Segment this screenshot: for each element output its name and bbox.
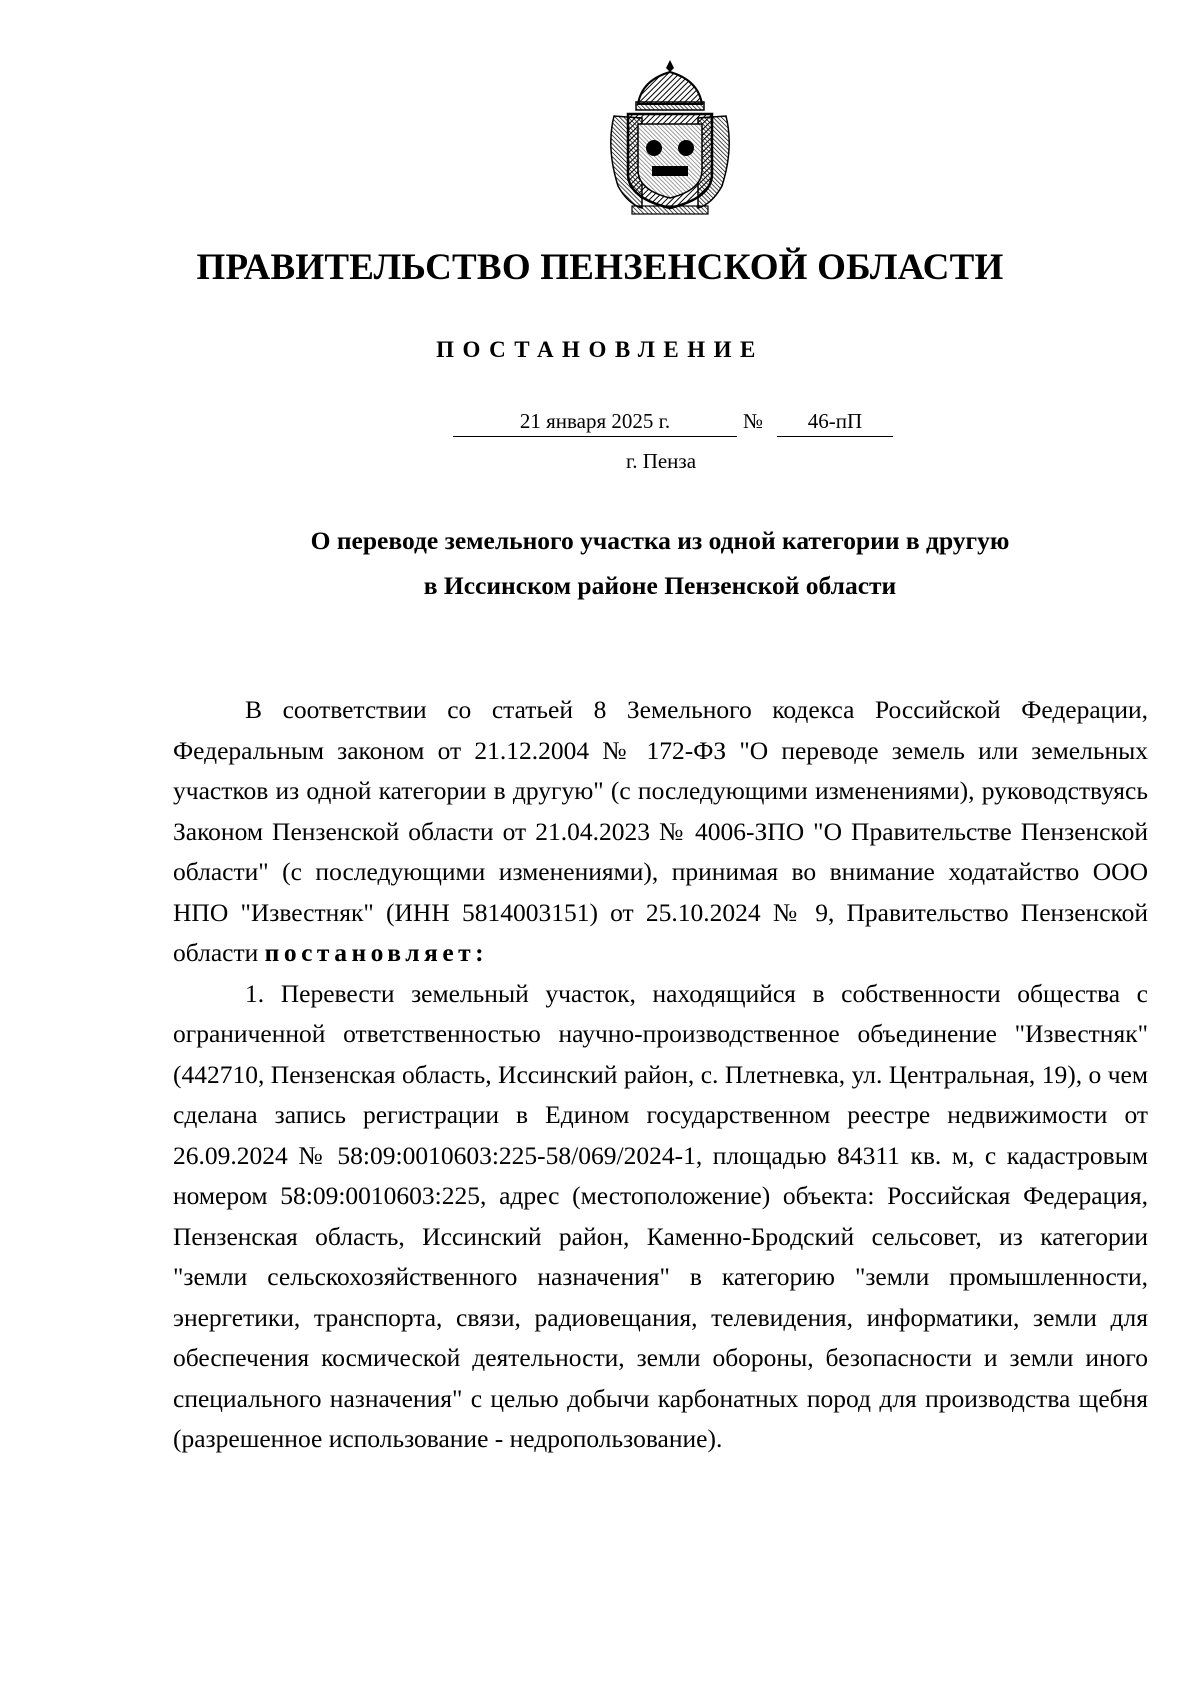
preamble-text: В соответствии со статьей 8 Земельного кодекса Российской Федерации, Федеральным законом от 21.12.2004 № 172-ФЗ "О переводе земель или земельных участков из одной категории в другую" (с последующими изменениями), руководствуясь Законом Пензенской области от 21.04.2023 № 4006-ЗПО "О Правительстве Пензенской области" (с последующими изменениями), принимая во внимание ходатайство ООО НПО "Известняк" (ИНН 5814003151) от 25.10.2024 № 9, Правительство Пензенской области	[173, 695, 1148, 967]
document-date: 21 января 2025 г.	[453, 406, 737, 437]
document-number: 46-пП	[777, 406, 893, 437]
document-body	[173, 690, 1148, 1460]
preamble-paragraph	[173, 690, 1148, 974]
coat-of-arms-icon	[598, 58, 742, 216]
document-type: ПОСТАНОВЛЕНИЕ	[436, 337, 764, 362]
item-1-paragraph: 1. Перевести земельный участок, находящийся в собственности общества с ограниченной ответственностью научно-производственное объединение "Известняк" (442710, Пензенская область, Иссинский район, с. Плетневка, ул. Центральная, 19), о чем сделана запись регистрации в Едином государственном реестре недвижимости от 26.09.2024 № 58:09:0010603:225-58/069/2024-1, площадью 84311 кв. м, с кадастровым номером 58:09:0010603:225, адрес (местоположение) объекта: Российская Федерация, Пензенская область, Иссинский район, Каменно-Бродский сельсовет, из категории "земли сельскохозяйственного назначения" в категорию "земли промышленности, энергетики, транспорта, связи, радиовещания, телевидения, информатики, земли для обеспечения космической деятельности, земли обороны, безопасности и земли иного специального назначения" с целью добычи карбонатных пород для производства щебня (разрешенное использование - недропользование).	[173, 978, 1148, 1453]
subject-line-1: О переводе земельного участка из одной категории в другую	[310, 526, 1010, 555]
document-subject	[170, 518, 1150, 608]
number-sign: №	[743, 409, 764, 433]
subject-line-2: в Иссинском районе Пензенской области	[423, 571, 897, 600]
resolves-word: постановляет:	[264, 938, 489, 967]
city: г. Пенза	[625, 449, 697, 473]
organization-title: ПРАВИТЕЛЬСТВО ПЕНЗЕНСКОЙ ОБЛАСТИ	[196, 247, 1004, 288]
